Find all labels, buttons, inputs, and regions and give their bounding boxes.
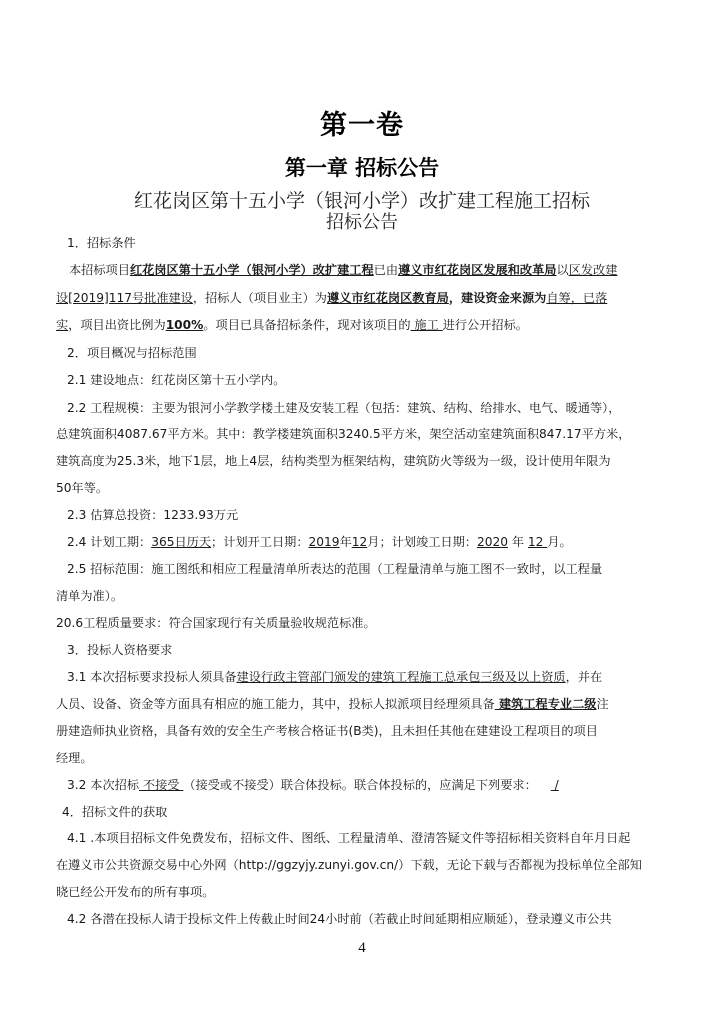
end-year: 2020 bbox=[476, 535, 508, 549]
paragraph-line bbox=[67, 534, 679, 551]
tenderer: 遵义市红花岗区教育局 bbox=[326, 291, 449, 305]
section-4-heading: 4．招标文件的获取 bbox=[62, 805, 168, 819]
paragraph-line bbox=[69, 262, 668, 279]
manager-qualification: 建筑工程专业二级 bbox=[494, 697, 597, 711]
approval-authority: 遵义市红花岗区发展和改革局 bbox=[398, 263, 557, 277]
text-run: ，并在 bbox=[565, 670, 603, 684]
end-month: 12 bbox=[527, 535, 548, 549]
paragraph-line: 2.3 估算总投资：1233.93万元 bbox=[67, 508, 239, 522]
text-run: 进行公开招标。 bbox=[442, 318, 528, 332]
start-month: 12 bbox=[351, 535, 368, 549]
consortium-requirement: / bbox=[550, 778, 559, 792]
paragraph-line: 2.5 招标范围：施工图纸和相应工程量清单所表达的范围（工程量清单与施工图不一致时，以工程量 bbox=[67, 562, 603, 576]
text-run: 年 bbox=[507, 535, 528, 549]
paragraph-line: 清单为准）。 bbox=[56, 589, 124, 603]
notice-title: 招标公告 bbox=[326, 212, 398, 233]
project-name: 红花岗区第十五小学（银河小学）改扩建工程 bbox=[129, 263, 374, 277]
paragraph-line: 20.6工程质量要求：符合国家现行有关质量验收规范标准。 bbox=[56, 616, 376, 630]
qualification-requirement: 建设行政主管部门颁发的建筑工程施工总承包三级及以上资质 bbox=[236, 670, 566, 684]
page-number: 4 bbox=[358, 940, 366, 956]
paragraph-line bbox=[56, 317, 668, 334]
paragraph-line bbox=[56, 290, 668, 307]
paragraph-line: 册建造师执业资格，具备有效的安全生产考核合格证书(B类)，且未担任其他在建建设工程项目的项目 bbox=[56, 724, 598, 738]
fund-source: 实 bbox=[56, 318, 69, 332]
project-title: 红花岗区第十五小学（银河小学）改扩建工程施工招标 bbox=[133, 190, 590, 212]
paragraph-line bbox=[67, 777, 679, 794]
paragraph-line: 建筑高度为25.3米，地下1层，地上4层，结构类型为框架结构，建筑防火等级为一级，设计使用年限为 bbox=[56, 454, 611, 468]
text-run: 月。 bbox=[547, 535, 572, 549]
funding-ratio: 100% bbox=[165, 318, 204, 332]
text-run: 已由 bbox=[373, 263, 399, 277]
text-run: 人员、设备、资金等方面具有相应的施工能力，其中，投标人拟派项目经理须具备 bbox=[56, 697, 495, 711]
tender-type: 施工 bbox=[410, 318, 443, 332]
section-1-heading: 1．招标条件 bbox=[67, 236, 136, 250]
volume-title: 第一卷 bbox=[320, 110, 404, 141]
text-run: ，项目出资比例为 bbox=[68, 318, 166, 332]
paragraph-line: 2.2 工程规模：主要为银河小学教学楼土建及安装工程（包括：建筑、结构、给排水、电气、暖通等）， bbox=[67, 401, 621, 415]
chapter-title: 第一章 招标公告 bbox=[284, 156, 440, 180]
text-run: 3.2 本次招标 bbox=[67, 778, 140, 792]
paragraph-line: 总建筑面积4087.67平方米。其中：教学楼建筑面积3240.5平方米，架空活动室建筑面积847.17平方米， bbox=[56, 427, 631, 441]
text-run: 2.4 计划工期： bbox=[67, 535, 152, 549]
text-run: ；计划开工日期： bbox=[211, 535, 309, 549]
paragraph-line: 在遵义市公共资源交易中心外网（http://ggzyjy.zunyi.gov.cn/）下载，无论下载与否都视为投标单位全部知 bbox=[56, 858, 642, 872]
paragraph-line: 经理。 bbox=[56, 751, 93, 765]
text-run: 月；计划竣工日期： bbox=[367, 535, 477, 549]
text-run: 注 bbox=[596, 697, 609, 711]
paragraph-line: 50年等。 bbox=[56, 481, 109, 495]
text-run: （接受或不接受）联合体投标。联合体投标的，应满足下列要求： bbox=[183, 778, 537, 792]
text-run: 年 bbox=[339, 535, 352, 549]
paragraph-line bbox=[56, 696, 668, 713]
start-year: 2019 bbox=[308, 535, 340, 549]
section-3-heading: 3．投标人资格要求 bbox=[67, 643, 173, 657]
text-run: ，招标人（项目业主）为 bbox=[192, 291, 327, 305]
paragraph-line: 晓已经公开发布的所有事项。 bbox=[56, 885, 215, 899]
paragraph-line: 4.1 .本项目招标文件免费发布，招标文件、图纸、工程量清单、澄清答疑文件等招标相关资料自年月日起 bbox=[67, 831, 631, 845]
consortium-option: 不接受 bbox=[139, 778, 184, 792]
approval-doc: 区发改建 bbox=[568, 263, 618, 277]
fund-source: 自筹，已落 bbox=[546, 291, 608, 305]
paragraph-line: 4.2 各潜在投标人请于投标文件上传截止时间24小时前（若截止时间延期相应顺延），登录遵义市公共 bbox=[67, 912, 612, 926]
text-run: 。项目已具备招标条件，现对该项目的 bbox=[203, 318, 411, 332]
duration: 365日历天 bbox=[151, 535, 212, 549]
text-run: ，建设资金来源为 bbox=[448, 291, 547, 305]
text-run: 以 bbox=[556, 263, 569, 277]
paragraph-line bbox=[67, 669, 679, 686]
approval-doc: 设[2019]117号批准建设 bbox=[56, 291, 193, 305]
text-run: 3.1 本次招标要求投标人须具备 bbox=[67, 670, 237, 684]
text-run: 本招标项目 bbox=[69, 263, 130, 277]
paragraph-line: 2.1 建设地点：红花岗区第十五小学内。 bbox=[67, 373, 286, 387]
section-2-heading: 2．项目概况与招标范围 bbox=[67, 346, 197, 360]
